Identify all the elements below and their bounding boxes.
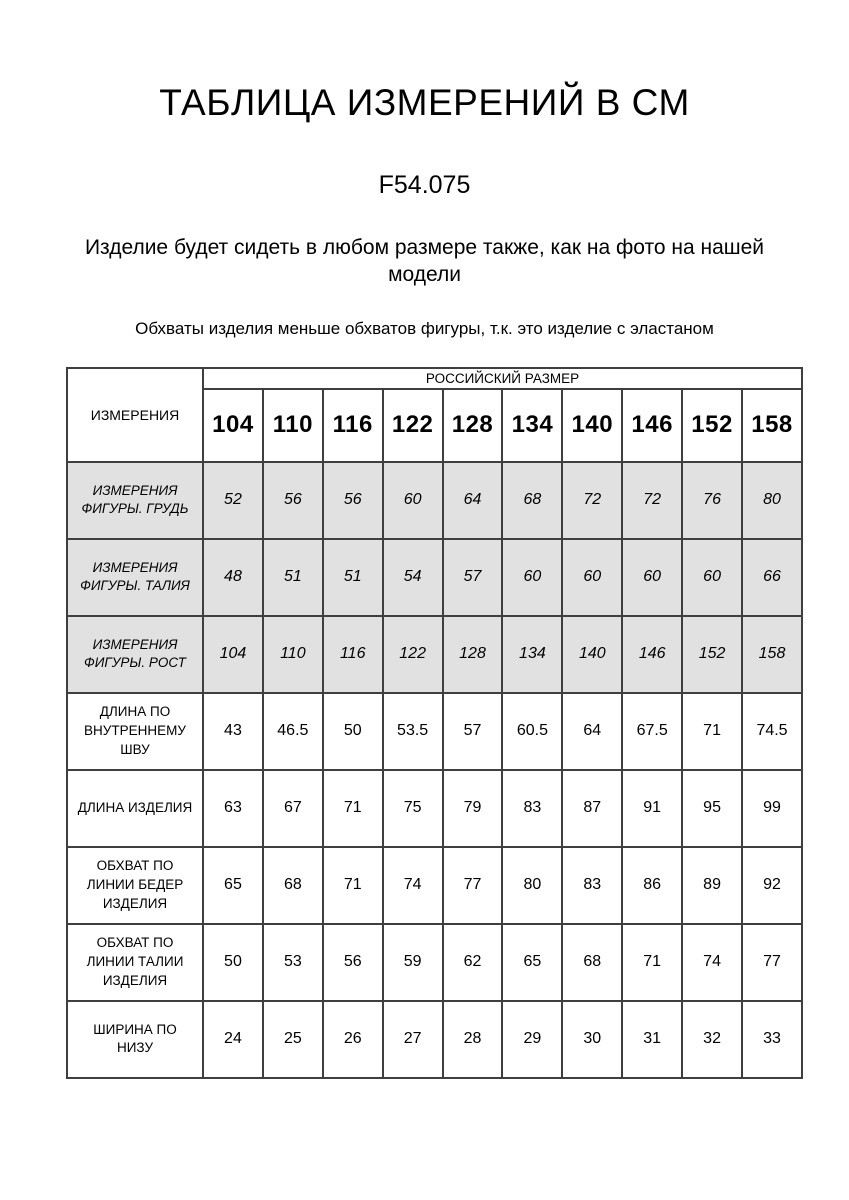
table-row	[67, 924, 802, 1001]
value-cell: 50	[323, 693, 383, 770]
value-cell: 52	[203, 462, 263, 539]
value-cell: 28	[443, 1001, 503, 1078]
page-title: ТАБЛИЦА ИЗМЕРЕНИЙ В СМ	[159, 82, 690, 123]
value-cell: 24	[203, 1001, 263, 1078]
value-cell: 59	[383, 924, 443, 1001]
value-cell: 134	[502, 616, 562, 693]
value-cell: 30	[562, 1001, 622, 1078]
size-header-cell: 146	[622, 389, 682, 462]
value-cell: 60	[383, 462, 443, 539]
value-cell: 140	[562, 616, 622, 693]
value-cell: 72	[622, 462, 682, 539]
value-cell: 57	[443, 693, 503, 770]
value-cell: 48	[203, 539, 263, 616]
size-header-cell: 128	[443, 389, 503, 462]
value-cell: 56	[323, 462, 383, 539]
value-cell: 63	[203, 770, 263, 847]
value-cell: 60.5	[502, 693, 562, 770]
value-cell: 46.5	[263, 693, 323, 770]
value-cell: 74	[383, 847, 443, 924]
value-cell: 27	[383, 1001, 443, 1078]
row-label-cell: ШИРИНА ПО НИЗУ	[67, 1001, 203, 1078]
value-cell: 83	[562, 847, 622, 924]
fit-description: Изделие будет сидеть в любом размере также, как на фото на нашей модели	[84, 235, 765, 287]
value-cell: 80	[502, 847, 562, 924]
value-cell: 57	[443, 539, 503, 616]
value-cell: 71	[622, 924, 682, 1001]
value-cell: 146	[622, 616, 682, 693]
value-cell: 74	[682, 924, 742, 1001]
size-header-cell: 122	[383, 389, 443, 462]
value-cell: 87	[562, 770, 622, 847]
value-cell: 128	[443, 616, 503, 693]
value-cell: 79	[443, 770, 503, 847]
value-cell: 68	[263, 847, 323, 924]
value-cell: 32	[682, 1001, 742, 1078]
value-cell: 60	[562, 539, 622, 616]
value-cell: 77	[443, 847, 503, 924]
value-cell: 99	[742, 770, 802, 847]
value-cell: 83	[502, 770, 562, 847]
table-row	[67, 693, 802, 770]
value-cell: 92	[742, 847, 802, 924]
table-row	[67, 847, 802, 924]
value-cell: 56	[323, 924, 383, 1001]
size-table-body	[67, 462, 802, 1078]
row-label-cell: ОБХВАТ ПО ЛИНИИ БЕДЕР ИЗДЕЛИЯ	[67, 847, 203, 924]
value-cell: 29	[502, 1001, 562, 1078]
value-cell: 72	[562, 462, 622, 539]
value-cell: 43	[203, 693, 263, 770]
row-label-cell: ДЛИНА ИЗДЕЛИЯ	[67, 770, 203, 847]
measurements-corner-cell: ИЗМЕРЕНИЯ	[67, 368, 203, 462]
value-cell: 71	[323, 847, 383, 924]
size-table-head	[67, 368, 802, 462]
size-header-cell: 104	[203, 389, 263, 462]
row-label-cell: ДЛИНА ПО ВНУТРЕННЕМУ ШВУ	[67, 693, 203, 770]
elastane-note: Обхваты изделия меньше обхватов фигуры, т.к. это изделие с эластаном	[135, 318, 714, 338]
value-cell: 122	[383, 616, 443, 693]
value-cell: 77	[742, 924, 802, 1001]
table-row	[67, 616, 802, 693]
value-cell: 68	[502, 462, 562, 539]
size-header-cell: 140	[562, 389, 622, 462]
value-cell: 56	[263, 462, 323, 539]
row-label-cell: ОБХВАТ ПО ЛИНИИ ТАЛИИ ИЗДЕЛИЯ	[67, 924, 203, 1001]
value-cell: 53	[263, 924, 323, 1001]
value-cell: 91	[622, 770, 682, 847]
value-cell: 33	[742, 1001, 802, 1078]
value-cell: 95	[682, 770, 742, 847]
value-cell: 158	[742, 616, 802, 693]
group-header-row	[67, 368, 802, 389]
size-table	[66, 367, 803, 1079]
value-cell: 89	[682, 847, 742, 924]
value-cell: 51	[263, 539, 323, 616]
size-header-cell: 110	[263, 389, 323, 462]
size-header-cell: 158	[742, 389, 802, 462]
model-number: F54.075	[378, 170, 471, 199]
row-label-cell: ИЗМЕРЕНИЯ ФИГУРЫ. ГРУДЬ	[67, 462, 203, 539]
value-cell: 80	[742, 462, 802, 539]
value-cell: 110	[263, 616, 323, 693]
value-cell: 74.5	[742, 693, 802, 770]
row-label-cell: ИЗМЕРЕНИЯ ФИГУРЫ. РОСТ	[67, 616, 203, 693]
value-cell: 104	[203, 616, 263, 693]
value-cell: 71	[682, 693, 742, 770]
value-cell: 152	[682, 616, 742, 693]
value-cell: 60	[502, 539, 562, 616]
size-header-cell: 134	[502, 389, 562, 462]
size-header-cell: 152	[682, 389, 742, 462]
value-cell: 64	[443, 462, 503, 539]
russian-size-group-cell: РОССИЙСКИЙ РАЗМЕР	[203, 368, 802, 389]
table-row	[67, 462, 802, 539]
value-cell: 51	[323, 539, 383, 616]
row-label-cell: ИЗМЕРЕНИЯ ФИГУРЫ. ТАЛИЯ	[67, 539, 203, 616]
value-cell: 31	[622, 1001, 682, 1078]
value-cell: 60	[622, 539, 682, 616]
value-cell: 25	[263, 1001, 323, 1078]
size-header-cell: 116	[323, 389, 383, 462]
value-cell: 67	[263, 770, 323, 847]
value-cell: 71	[323, 770, 383, 847]
value-cell: 50	[203, 924, 263, 1001]
value-cell: 62	[443, 924, 503, 1001]
value-cell: 76	[682, 462, 742, 539]
table-row	[67, 1001, 802, 1078]
value-cell: 53.5	[383, 693, 443, 770]
value-cell: 68	[562, 924, 622, 1001]
value-cell: 67.5	[622, 693, 682, 770]
value-cell: 60	[682, 539, 742, 616]
value-cell: 65	[502, 924, 562, 1001]
value-cell: 86	[622, 847, 682, 924]
value-cell: 54	[383, 539, 443, 616]
value-cell: 66	[742, 539, 802, 616]
value-cell: 75	[383, 770, 443, 847]
value-cell: 64	[562, 693, 622, 770]
value-cell: 116	[323, 616, 383, 693]
value-cell: 65	[203, 847, 263, 924]
table-row	[67, 539, 802, 616]
value-cell: 26	[323, 1001, 383, 1078]
table-row	[67, 770, 802, 847]
